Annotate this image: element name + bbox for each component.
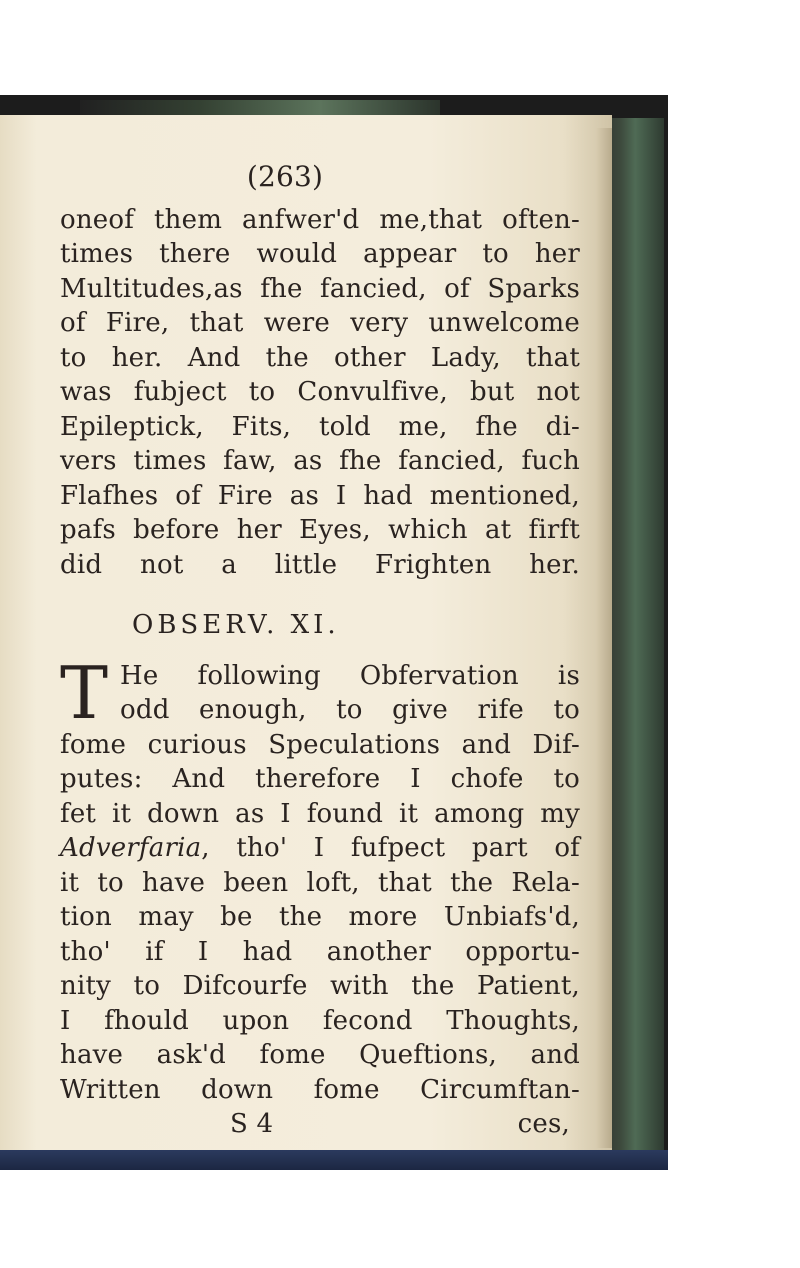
text-line: was fubject to Convulfive, but not [60, 377, 580, 407]
section-heading: OBSERV. XI. [132, 610, 340, 640]
text-line: Adverfaria, tho' I fufpect part of [60, 833, 580, 863]
signature-mark: S 4 [230, 1109, 274, 1139]
text-line: tho' if I had another opportu- [60, 936, 580, 967]
text-line: fome curious Speculations and Dif- [60, 729, 580, 760]
text-line: to her. And the other Lady, that [60, 342, 580, 373]
drop-cap: T [60, 650, 109, 735]
paragraph-with-dropcap [60, 650, 580, 735]
page-footer-line [60, 1107, 580, 1142]
text-line: Written down fome Circumftan- [60, 1074, 580, 1105]
text-line: Multitudes,as fhe fancied, of Sparks [60, 273, 580, 304]
page-number: (263) [246, 160, 324, 193]
text-line: tion may be the more Unbiafs'd, [60, 902, 580, 932]
text-line: it to have been loft, that the Rela- [60, 867, 580, 898]
text-line: of Fire, that were very unwelcome [60, 308, 580, 338]
text-line: did not a little Frighten her. [60, 549, 580, 580]
text-line: oneof them anfwer'd me,that often- [60, 204, 580, 235]
paragraph-before [60, 203, 580, 583]
page-edge [596, 128, 612, 1148]
text-line: odd enough, to give rife to [120, 695, 580, 725]
text-line: times there would appear to her [60, 239, 580, 269]
dropcap-lines [60, 650, 580, 735]
text-line: Flafhes of Fire as I had mentioned, [60, 480, 580, 511]
paragraph-after [60, 728, 580, 1108]
text-line: He following Obfervation is [120, 660, 580, 691]
text-line: vers times faw, as fhe fancied, fuch [60, 446, 580, 476]
text-line: I fhould upon fecond Thoughts, [60, 1005, 580, 1036]
catchword: ces, [517, 1109, 570, 1139]
text-line: nity to Difcourfe with the Patient, [60, 971, 580, 1001]
cover-bottom-strip [0, 1150, 668, 1170]
text-line: have ask'd fome Queftions, and [60, 1040, 580, 1070]
text-line: putes: And therefore I chofe to [60, 764, 580, 794]
text-line: fet it down as I found it among my [60, 798, 580, 829]
page-text-block [60, 160, 580, 1142]
text-line: pafs before her Eyes, which at firft [60, 515, 580, 545]
text-line: Epileptick, Fits, told me, fhe di- [60, 411, 580, 442]
